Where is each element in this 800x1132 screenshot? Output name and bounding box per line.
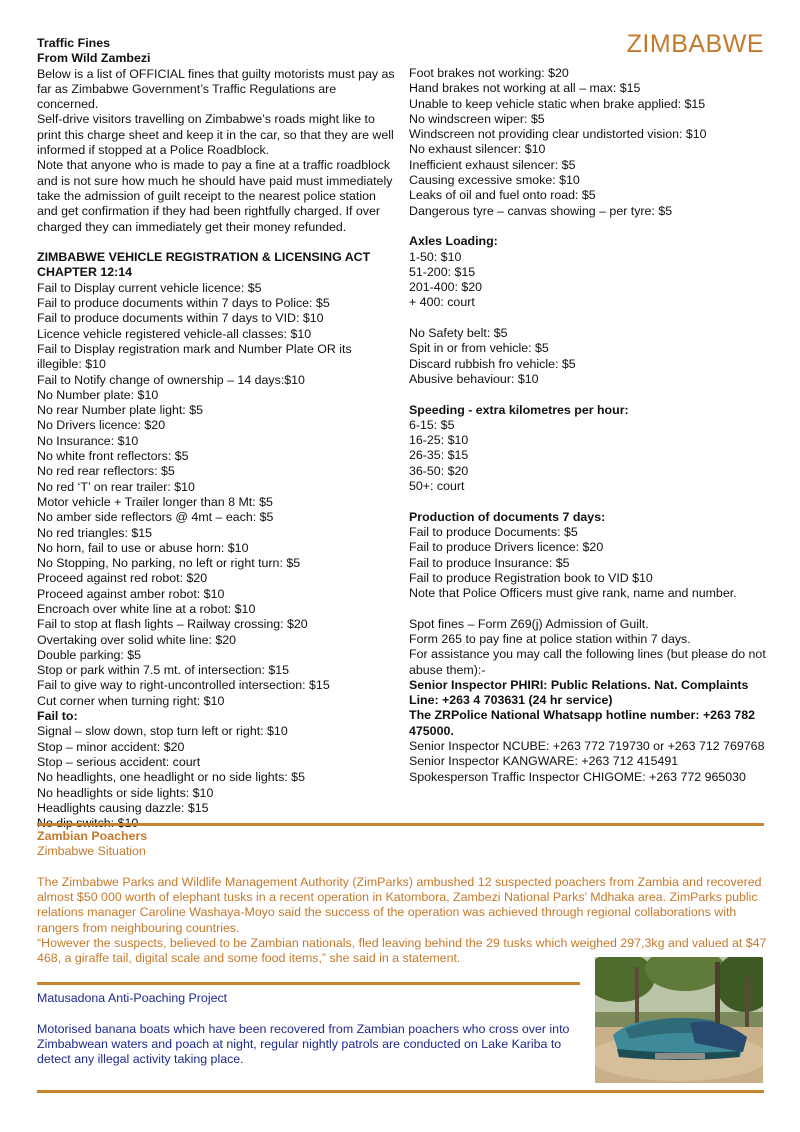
poachers-subtitle: Zimbabwe Situation — [37, 844, 146, 859]
act-heading: ZIMBABWE VEHICLE REGISTRATION & LICENSING ACT CHAPTER 12:14 — [37, 250, 371, 280]
fine-item: No headlights or side lights: $10 — [37, 785, 214, 800]
fine-item: No amber side reflectors @ 4mt – each: $5 — [37, 510, 274, 525]
fine-item: No red triangles: $15 — [37, 525, 153, 540]
contact-line: Spokesperson Traffic Inspector CHIGOME: +263 772 965030 — [409, 769, 746, 784]
fine-list-documents — [409, 525, 771, 601]
intro-paragraph: Below is a list of OFFICIAL fines that guilty motorists must pay as far as Zimbabwe Government’s Traffic Regulations are concerned. — [37, 66, 395, 112]
fine-item: Proceed against red robot: $20 — [37, 571, 208, 586]
fine-list-vehicle — [409, 66, 771, 219]
fine-item: No Insurance: $10 — [37, 433, 139, 448]
bottom-divider — [37, 1090, 764, 1093]
fine-item: No exhaust silencer: $10 — [409, 142, 546, 157]
fine-item: Stop – minor accident: $20 — [37, 739, 185, 754]
fine-item: Unable to keep vehicle static when brake applied: $15 — [409, 96, 706, 111]
fine-item: Foot brakes not working: $20 — [409, 66, 569, 80]
fine-item: Proceed against amber robot: $10 — [37, 586, 225, 601]
fine-item: Fail to produce Registration book to VID $10 — [409, 570, 653, 585]
fail-to-heading: Fail to: — [37, 709, 78, 724]
fine-item: No white front reflectors: $5 — [37, 449, 189, 464]
speeding-heading: Speeding - extra kilometres per hour: — [409, 402, 629, 417]
fine-item: Encroach over white line at a robot: $10 — [37, 601, 256, 616]
anti-poaching-section — [37, 991, 582, 1067]
fine-item: No red rear reflectors: $5 — [37, 464, 175, 479]
fine-item: Headlights causing dazzle: $15 — [37, 800, 209, 815]
fine-list-axles — [409, 250, 771, 311]
fine-item: Stop – serious accident: court — [37, 754, 201, 769]
contact-list — [409, 678, 771, 785]
fine-item: Leaks of oil and fuel onto road: $5 — [409, 188, 596, 203]
fine-item: No Safety belt: $5 — [409, 326, 508, 341]
fine-item: 51-200: $15 — [409, 264, 476, 279]
note-item: Note that Police Officers must give rank, name and number. — [409, 586, 737, 601]
article-title: Traffic Fines — [37, 36, 110, 50]
section-divider — [37, 982, 580, 985]
intro-paragraph: Note that anyone who is made to pay a fine at a traffic roadblock and is not sure how much he should have paid must immediately take the admission of guilt receipt to the nearest police station and get confirmation if they had been rightfully charged. If over charged they can immediately get their money refunded. — [37, 158, 393, 234]
fine-item: No Drivers licence: $20 — [37, 418, 166, 433]
fine-list-speeding — [409, 418, 771, 494]
fine-item: Spit in or from vehicle: $5 — [409, 341, 549, 356]
fine-item: Fail to stop at flash lights – Railway crossing: $20 — [37, 617, 308, 632]
country-heading: ZIMBABWE — [626, 30, 764, 58]
fine-item: 201-400: $20 — [409, 280, 483, 295]
fine-item: No windscreen wiper: $5 — [409, 111, 545, 126]
fine-item: Inefficient exhaust silencer: $5 — [409, 157, 576, 172]
fine-item: + 400: court — [409, 295, 475, 310]
info-line: Spot fines – Form Z69(j) Admission of Guilt. — [409, 616, 649, 631]
fine-item: 36-50: $20 — [409, 463, 469, 478]
article-source: From Wild Zambezi — [37, 51, 151, 66]
fine-item: 6-15: $5 — [409, 417, 455, 432]
fine-item: Windscreen not providing clear undistorted vision: $10 — [409, 127, 707, 142]
fine-item: No horn, fail to use or abuse horn: $10 — [37, 540, 249, 555]
documents-heading: Production of documents 7 days: — [409, 509, 606, 524]
fine-item: 26-35: $15 — [409, 448, 469, 463]
fine-item: Signal – slow down, stop turn left or right: $10 — [37, 724, 288, 739]
contact-line: Senior Inspector KANGWARE: +263 712 415491 — [409, 754, 679, 769]
fine-item: 16-25: $10 — [409, 433, 469, 448]
fine-item: Licence vehicle registered vehicle-all classes: $10 — [37, 326, 312, 341]
fine-item: Fail to produce Drivers licence: $20 — [409, 540, 604, 555]
fine-item: Fail to produce Documents: $5 — [409, 524, 578, 539]
contact-line: The ZRPolice National Whatsapp hotline number: +263 782 475000. — [409, 708, 755, 738]
anti-poaching-title: Matusadona Anti-Poaching Project — [37, 991, 228, 1005]
fine-item: Fail to give way to right-uncontrolled intersection: $15 — [37, 678, 330, 693]
right-column — [409, 66, 771, 785]
axles-heading: Axles Loading: — [409, 234, 498, 249]
fine-item: No red ‘T’ on rear trailer: $10 — [37, 479, 195, 494]
poachers-paragraph: The Zimbabwe Parks and Wildlife Management Authority (ZimParks) ambushed 12 suspected poachers from Zambia and recovered almost $50 000 worth of elephant tusks in a recent operation in Katombora, Zambezi National Parks’ Mdhaka area. ZimParks public relations manager Caroline Washaya-Moyo said the success of the operation was achieved through regional collaborations with rangers from neighbouring countries. — [37, 874, 762, 935]
fine-item: No headlights, one headlight or no side lights: $5 — [37, 770, 305, 785]
fine-item: 50+: court — [409, 479, 465, 494]
fine-item: Fail to produce documents within 7 days to VID: $10 — [37, 311, 324, 326]
poachers-title: Zambian Poachers — [37, 829, 148, 843]
info-line: For assistance you may call the following lines (but please do not abuse them):- — [409, 647, 766, 677]
fine-item: No Stopping, No parking, no left or right turn: $5 — [37, 556, 301, 571]
spot-fines-info — [409, 617, 771, 678]
fine-item: No rear Number plate light: $5 — [37, 403, 203, 418]
boats-photo — [595, 957, 763, 1083]
fine-item: Fail to Notify change of ownership – 14 days:$10 — [37, 372, 305, 387]
fine-item: Fail to produce documents within 7 days to Police: $5 — [37, 296, 330, 311]
fine-item: Discard rubbish fro vehicle: $5 — [409, 356, 576, 371]
poachers-section — [37, 829, 767, 967]
fine-item: Double parking: $5 — [37, 647, 142, 662]
left-column — [37, 36, 399, 831]
fine-item: Dangerous tyre – canvas showing – per tyre: $5 — [409, 203, 673, 218]
intro-paragraph: Self-drive visitors travelling on Zimbabwe’s roads might like to print this charge sheet and keep it in the car, so that they are well informed if stopped at a Police Roadblock. — [37, 112, 394, 158]
fine-item: Cut corner when turning right: $10 — [37, 693, 225, 708]
fine-item: No Number plate: $10 — [37, 387, 159, 402]
fine-item: Overtaking over solid white line: $20 — [37, 632, 237, 647]
section-divider — [37, 823, 764, 826]
anti-poaching-body: Motorised banana boats which have been recovered from Zambian poachers who cross over into Zimbabwean waters and poach at night, regular nightly patrols are conducted on Lake Kariba to detect any illegal activity taking place. — [37, 1021, 570, 1067]
fine-list-fail-to — [37, 724, 399, 831]
fine-item: Fail to Display registration mark and Number Plate OR its illegible: $10 — [37, 341, 352, 372]
fine-item: Abusive behaviour: $10 — [409, 371, 539, 386]
info-line: Form 265 to pay fine at police station within 7 days. — [409, 631, 691, 646]
fine-list-act — [37, 281, 399, 709]
fine-item: Hand brakes not working at all – max: $15 — [409, 81, 641, 96]
contact-line: Senior Inspector NCUBE: +263 772 719730 or +263 712 769768 — [409, 739, 765, 754]
fine-item: Stop or park within 7.5 mt. of intersection: $15 — [37, 663, 290, 678]
fine-item: Motor vehicle + Trailer longer than 8 Mt: $5 — [37, 494, 273, 509]
fine-item: Causing excessive smoke: $10 — [409, 173, 580, 188]
fine-list-other — [409, 326, 771, 387]
poachers-paragraph: “However the suspects, believed to be Zambian nationals, fled leaving behind the 29 tusks which weighed 297,3kg and valued at $47 468, a giraffe tail, digital scale and some food items,” she said in a statement. — [37, 936, 767, 966]
contact-line: Senior Inspector PHIRI: Public Relations. Nat. Complaints Line: +263 4 703631 (24 hr service) — [409, 677, 749, 708]
fine-item: Fail to Display current vehicle licence: $5 — [37, 280, 262, 295]
fine-item: 1-50: $10 — [409, 249, 462, 264]
fine-item: Fail to produce Insurance: $5 — [409, 555, 570, 570]
